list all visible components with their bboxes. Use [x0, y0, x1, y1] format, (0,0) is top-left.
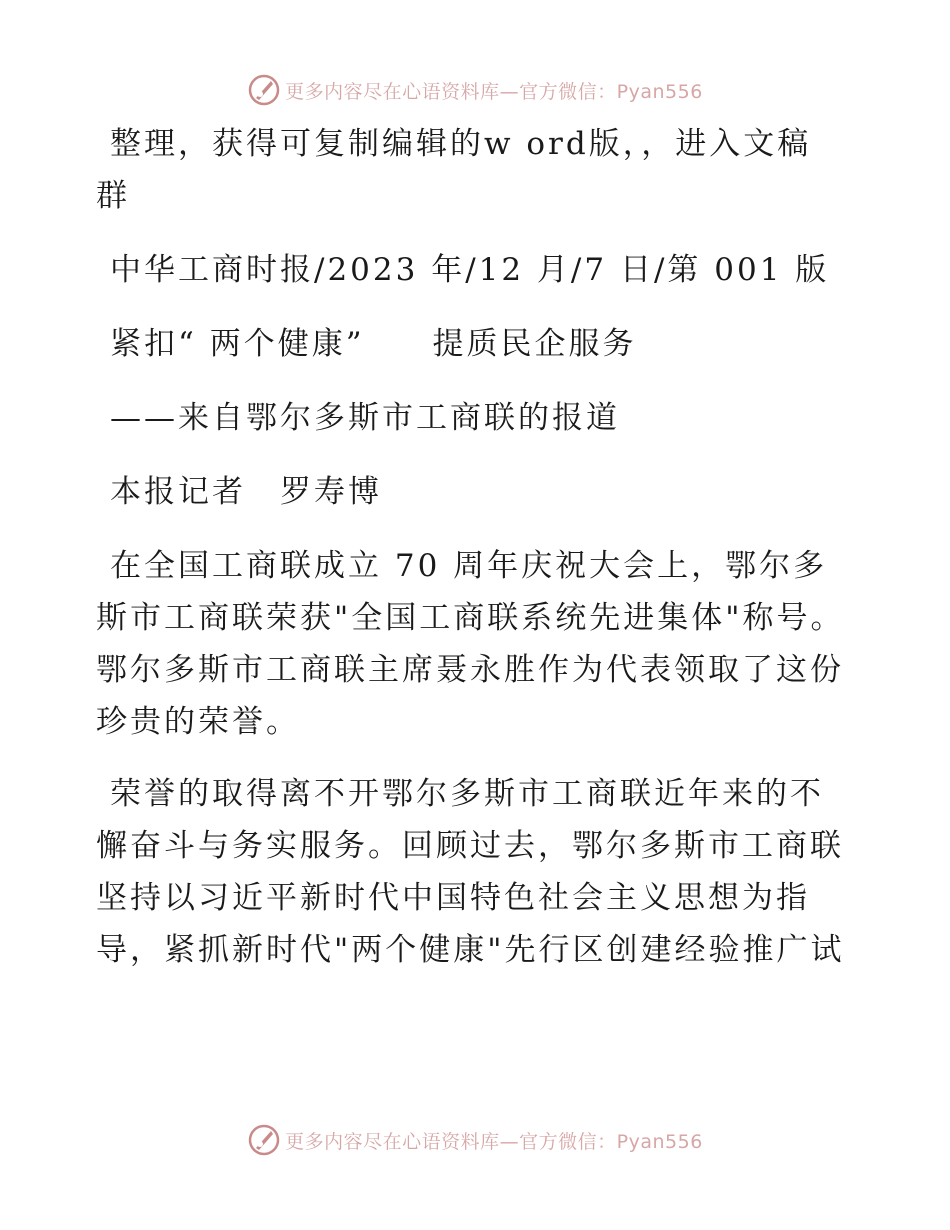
headline: 紧扣“ 两个健康” 提质民企服务 — [110, 326, 637, 362]
footer-watermark — [0, 1120, 950, 1160]
watermark-text: 更多内容尽在心语资料库—官方微信：Pyan556 — [285, 1130, 703, 1153]
paragraph-line: 坚持以习近平新时代中国特色社会主义思想为指 — [96, 880, 810, 916]
intro-line-1: 整理，获得可复制编辑的w ord版，，进入文稿 — [110, 126, 812, 162]
paragraph-line: 鄂尔多斯市工商联主席聂永胜作为代表领取了这份 — [96, 652, 844, 688]
header-watermark — [0, 70, 950, 110]
paragraph-line: 懈奋斗与务实服务。回顾过去，鄂尔多斯市工商联 — [96, 828, 844, 864]
quill-logo-icon — [247, 1123, 281, 1157]
paragraph-line: 珍贵的荣誉。 — [96, 704, 300, 740]
watermark-text: 更多内容尽在心语资料库—官方微信：Pyan556 — [285, 80, 703, 103]
byline: 本报记者 罗寿博 — [110, 474, 382, 510]
document-body — [96, 118, 856, 976]
paragraph-line: 荣誉的取得离不开鄂尔多斯市工商联近年来的不 — [110, 776, 824, 812]
source-line: 中华工商时报/2023 年/12 月/7 日/第 001 版 — [110, 252, 830, 288]
paragraph-1 — [96, 540, 856, 748]
quill-logo-icon — [247, 73, 281, 107]
paragraph-line: 斯市工商联荣获"全国工商联系统先进集体"称号。 — [96, 600, 845, 636]
paragraph-line: 在全国工商联成立 70 周年庆祝大会上，鄂尔多 — [110, 548, 828, 584]
paragraph-line: 导，紧抓新时代"两个健康"先行区创建经验推广试 — [96, 932, 845, 968]
paragraph-2 — [96, 768, 856, 976]
subheadline: ——来自鄂尔多斯市工商联的报道 — [110, 400, 620, 436]
intro-line-2: 群 — [96, 178, 130, 214]
